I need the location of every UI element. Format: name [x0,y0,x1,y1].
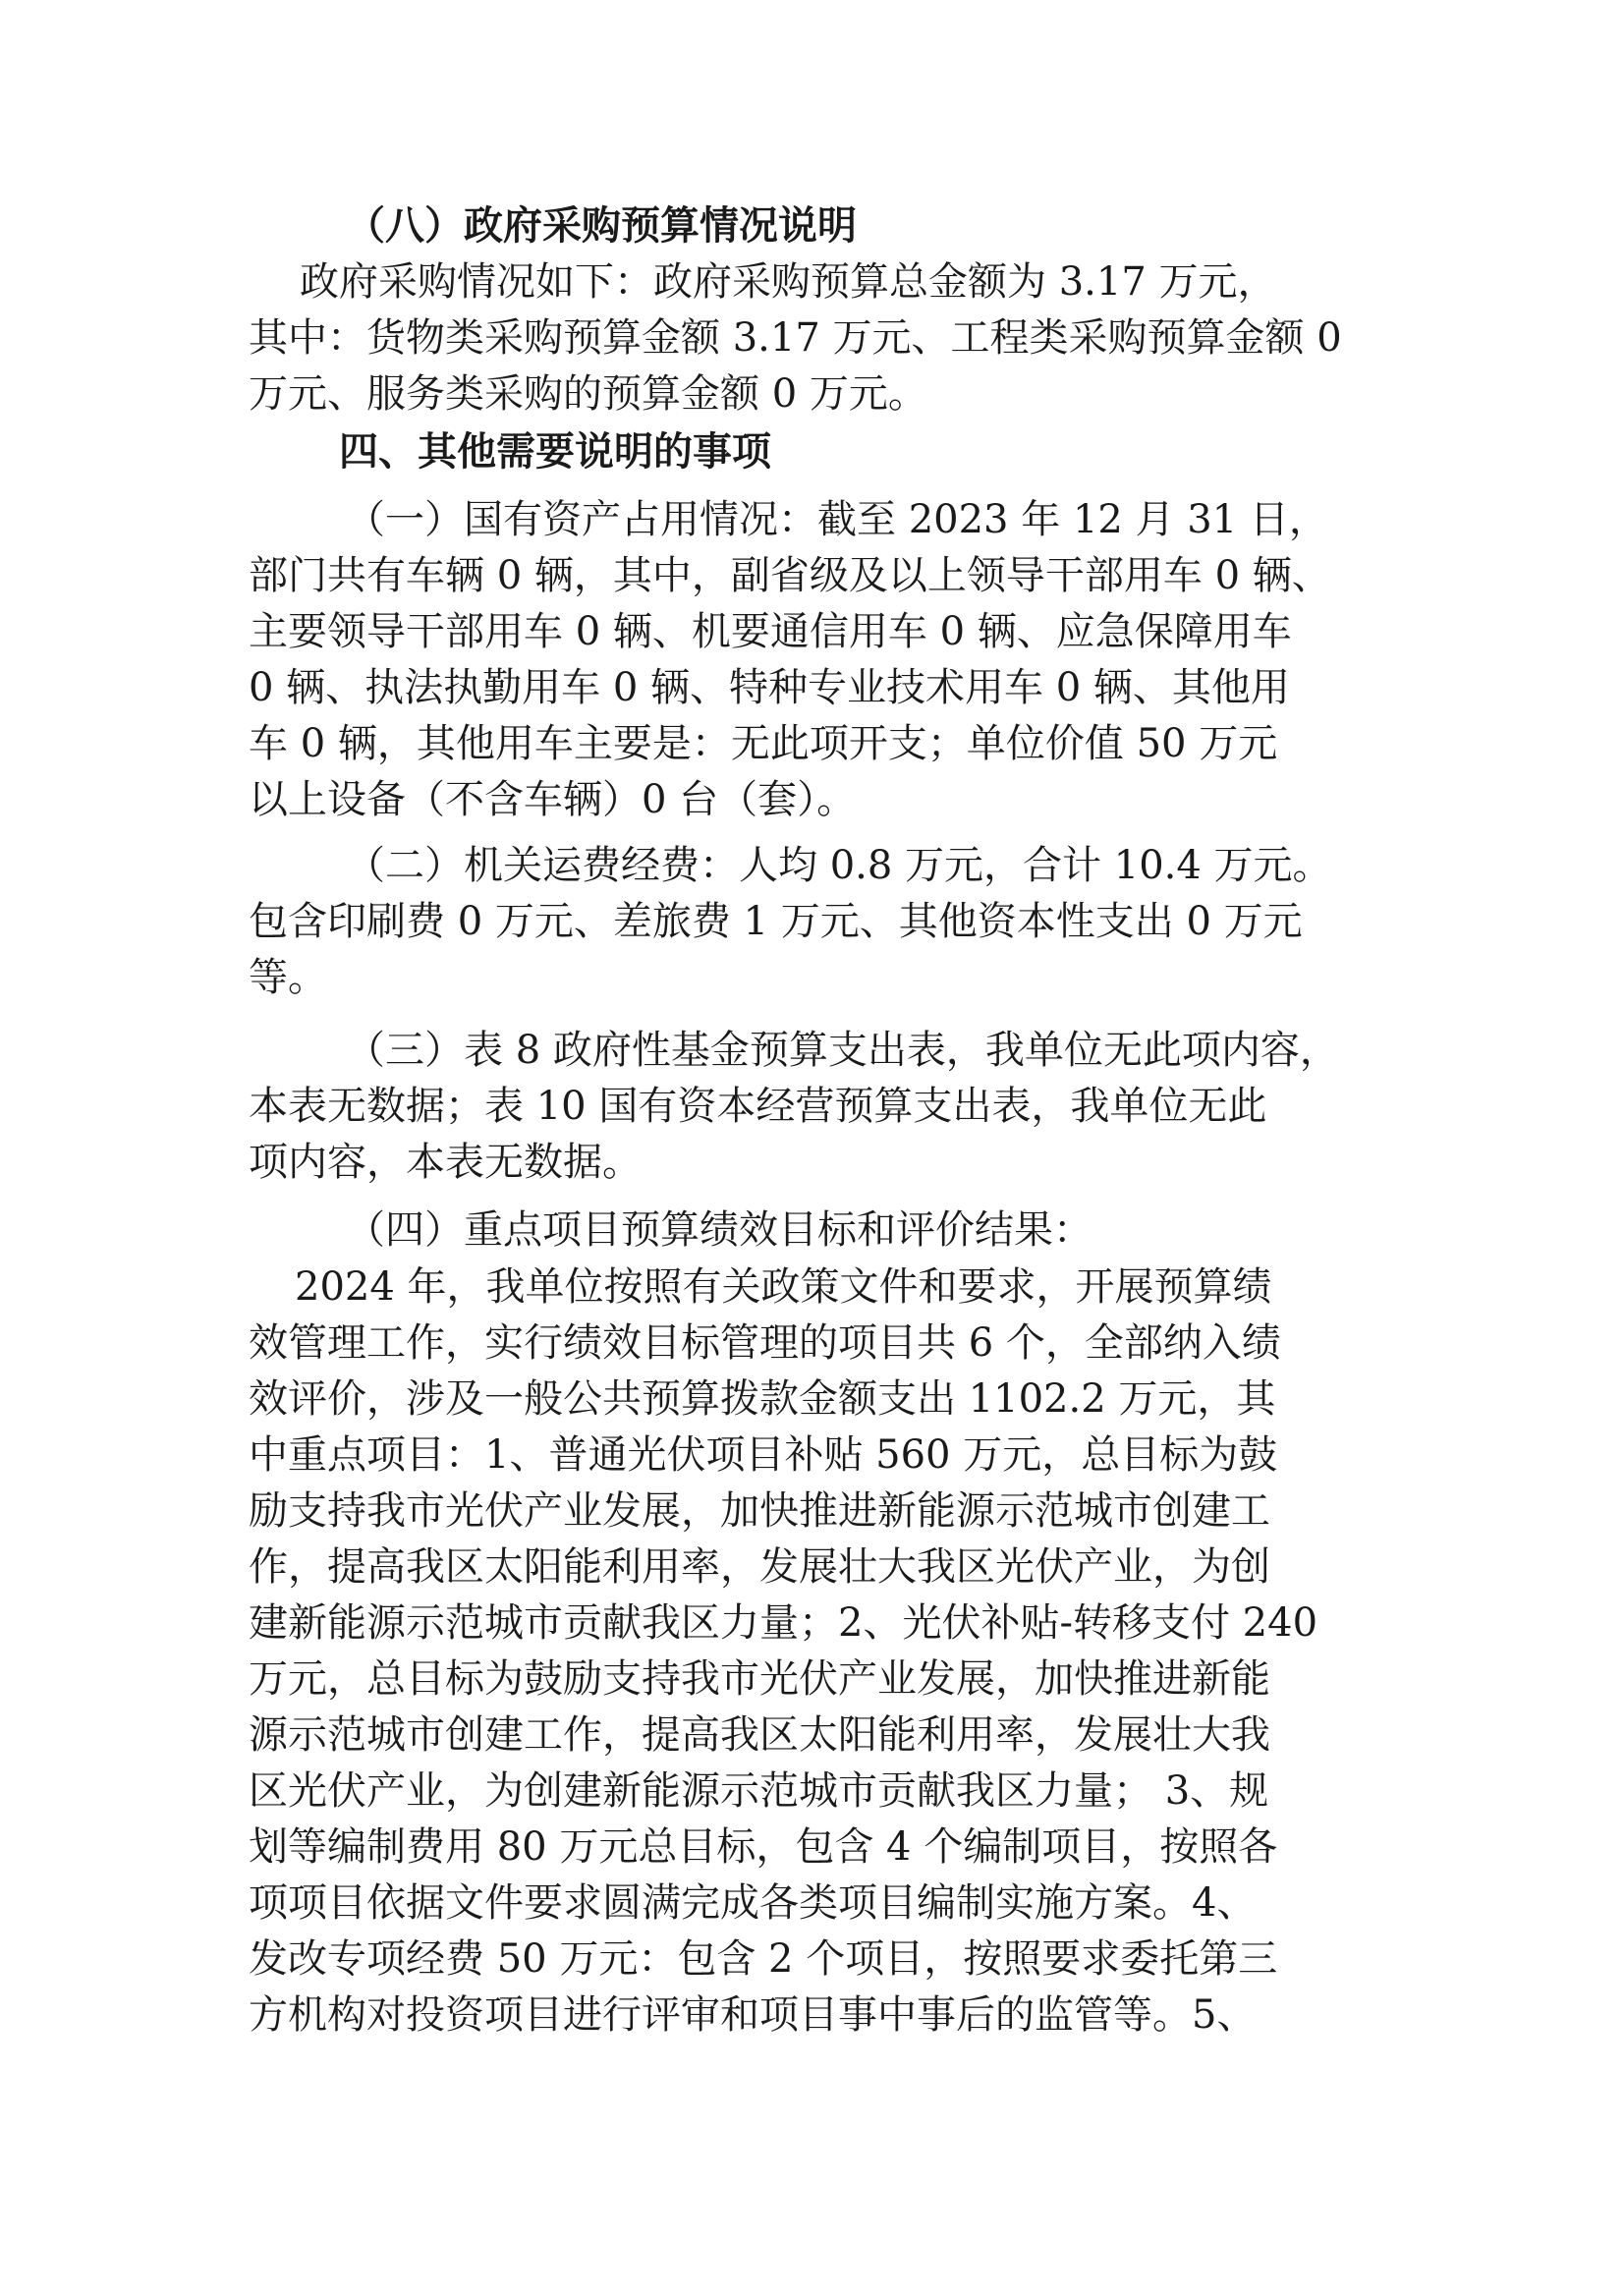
item2-line-2: 包含印刷费 0 万元、差旅费 1 万元、其他资本性支出 0 万元 [249,899,1303,944]
item4-line-3: 效评价，涉及一般公共预算拨款金额支出 1102.2 万元，其 [249,1376,1276,1422]
item4-line-8: 万元，总目标为鼓励支持我市光伏产业发展，加快推进新能 [249,1656,1270,1702]
section8-heading: （八）政府采购预算情况说明 [346,202,857,249]
item4-line-13: 发改专项经费 50 万元：包含 2 个项目，按照要求委托第三 [249,1936,1278,1982]
item4-line-7: 建新能源示范城市贡献我区力量；2、光伏补贴-转移支付 240 [249,1600,1318,1646]
item1-line-2: 部门共有车辆 0 辆，其中，副省级及以上领导干部用车 0 辆、 [249,553,1331,598]
item4-line-6: 作，提高我区太阳能利用率，发展壮大我区光伏产业，为创 [249,1544,1270,1590]
item4-line-2: 效管理工作，实行绩效目标管理的项目共 6 个，全部纳入绩 [249,1320,1281,1366]
item4-line-1: 2024 年，我单位按照有关政策文件和要求，开展预算绩 [295,1264,1272,1310]
item4-line-10: 区光伏产业，为创建新能源示范城市贡献我区力量； 3、规 [249,1768,1269,1814]
item4-line-9: 源示范城市创建工作，提高我区太阳能利用率，发展壮大我 [249,1712,1270,1758]
item3-line-2: 本表无数据；表 10 国有资本经营预算支出表，我单位无此 [249,1084,1267,1129]
section8-line-2: 其中：货物类采购预算金额 3.17 万元、工程类采购预算金额 0 [249,315,1342,361]
item1-line-3: 主要领导干部用车 0 辆、机要通信用车 0 辆、应急保障用车 [249,609,1292,654]
item4-line-11: 划等编制费用 80 万元总目标，包含 4 个编制项目，按照各 [249,1824,1278,1870]
item1-line-5: 车 0 辆，其他用车主要是：无此项开支；单位价值 50 万元 [249,721,1278,766]
item2-line-1: （二）机关运费经费：人均 0.8 万元，合计 10.4 万元。 [346,843,1332,888]
item4-line-14: 方机构对投资项目进行评审和项目事中事后的监管等。5、 [249,1992,1257,2038]
item4-line-12: 项项目依据文件要求圆满完成各类项目编制实施方案。4、 [249,1880,1257,1926]
item1-line-4: 0 辆、执法执勤用车 0 辆、特种专业技术用车 0 辆、其他用 [249,665,1290,710]
item1-line-1: （一）国有资产占用情况：截至 2023 年 12 月 31 日， [346,497,1328,542]
item1-line-6: 以上设备（不含车辆）0 台（套）。 [249,777,857,822]
item2-line-3: 等。 [249,955,327,1000]
item4-heading: （四）重点项目预算绩效目标和评价结果： [346,1207,1092,1253]
section8-line-3: 万元、服务类采购的预算金额 0 万元。 [249,371,927,417]
section4-heading: 四、其他需要说明的事项 [339,428,771,475]
item3-line-3: 项内容，本表无数据。 [249,1140,642,1185]
section8-line-1: 政府采购情况如下：政府采购预算总金额为 3.17 万元， [300,259,1277,305]
item3-line-1: （三）表 8 政府性基金预算支出表，我单位无此项内容， [346,1028,1339,1073]
item4-line-4: 中重点项目：1、普通光伏项目补贴 560 万元，总目标为鼓 [249,1432,1278,1478]
item4-line-5: 励支持我市光伏产业发展，加快推进新能源示范城市创建工 [249,1488,1270,1534]
